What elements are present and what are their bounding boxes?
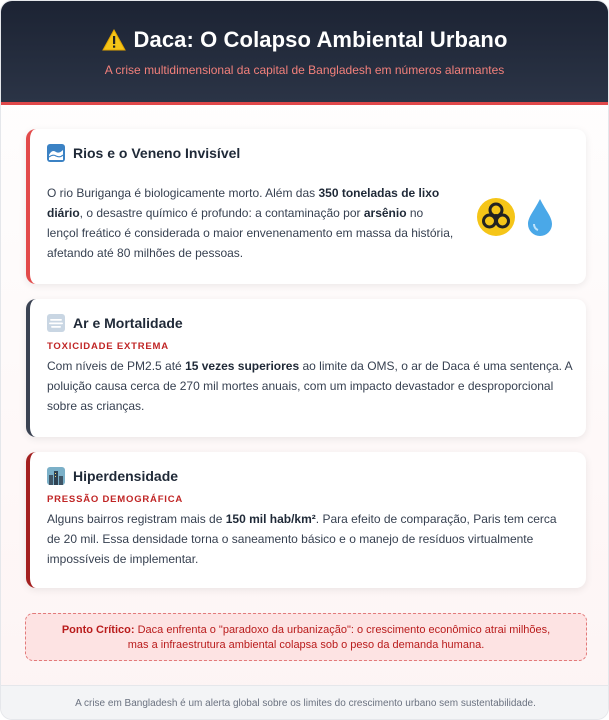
- header: [1, 1, 608, 105]
- card-text: O rio Buriganga é biologicamente morto. Além das 350 toneladas de lixo diário, o desastre químico é profundo: a contaminação por arsênio no lençol freático é considerada o maior envenenamento em massa da história, afetando até 80 milhões de pessoas.: [47, 186, 454, 260]
- card-tag: PRESSÃO DEMOGRÁFICA: [47, 494, 184, 505]
- biohazard-icon: [476, 197, 516, 237]
- card-title: Ar e Mortalidade: [73, 315, 183, 331]
- card-air: [26, 299, 586, 437]
- page-title: Daca: O Colapso Ambiental Urbano: [133, 27, 508, 52]
- critical-point-callout: [25, 613, 587, 661]
- page-subtitle: A crise multidimensional da capital de Bangladesh em números alarmantes: [104, 63, 505, 77]
- card-rivers: [26, 129, 586, 284]
- card-title: Rios e o Veneno Invisível: [73, 145, 241, 161]
- side-icons: [476, 197, 554, 237]
- card-density: [26, 452, 586, 588]
- warning-icon: [102, 29, 126, 51]
- title-row: [1, 27, 608, 53]
- droplet-icon: [526, 197, 554, 237]
- footer: [1, 685, 609, 720]
- callout-label: Ponto Crítico:: [61, 624, 135, 636]
- footer-text: A crise em Bangladesh é um alerta global sobre os limites do crescimento urbano sem sustentabilidade.: [75, 698, 536, 709]
- card-text: Alguns bairros registram mais de 150 mil hab/km². Para efeito de comparação, Paris tem cerca de 20 mil. Essa densidade torna o saneamento básico e o manejo de resíduos virtualmente impossíveis de implementar.: [47, 512, 557, 566]
- card-text: Com níveis de PM2.5 até 15 vezes superiores ao limite da OMS, o ar de Daca é uma sentença. A poluição causa cerca de 270 mil mortes anuais, com um impacto devastador e desproporcional sobre as crianças.: [47, 359, 572, 413]
- card-tag: TOXICIDADE EXTREMA: [47, 341, 169, 352]
- card-title: Hiperdensidade: [73, 468, 179, 484]
- card-header: [47, 314, 183, 332]
- card-header: [47, 144, 240, 162]
- fog-icon: [47, 314, 65, 332]
- callout-text: Daca enfrenta o "paradoxo da urbanização": o crescimento econômico atrai milhões, mas a infraestrutura ambiental colapsa sob o peso da demanda humana.: [127, 624, 551, 651]
- cityscape-icon: [47, 467, 65, 485]
- water-wave-icon: [47, 144, 65, 162]
- card-header: [47, 467, 178, 485]
